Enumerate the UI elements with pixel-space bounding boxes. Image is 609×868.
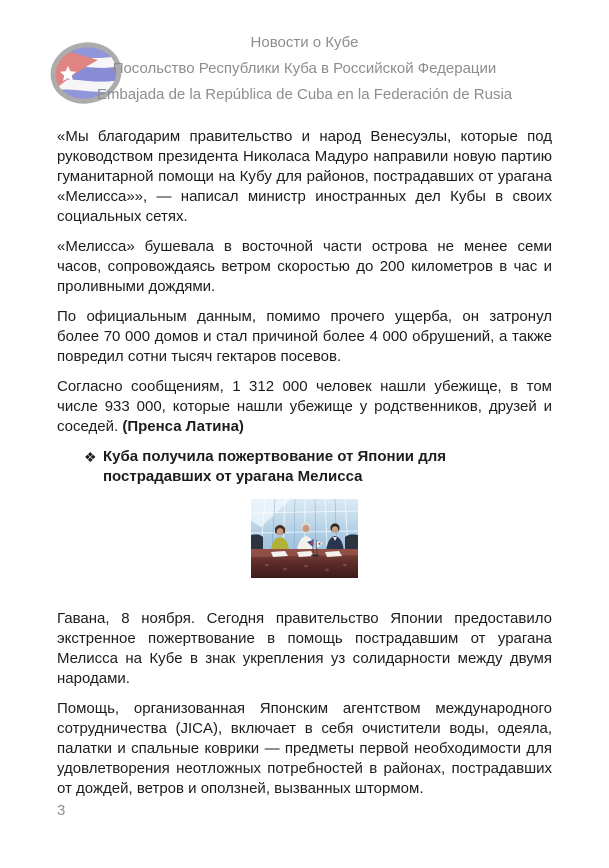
- embassy-name-ru: Посольство Республики Куба в Российской Федерации: [112, 60, 497, 77]
- heading-text: Куба получила пожертвование от Японии для пострадавших от урагана Мелисса: [103, 448, 447, 485]
- evacuations-text: Согласно сообщениям, 1 312 000 человек нашли убежище, в том числе 933 000, которые нашли убежище у родственников, друзей и соседей.: [57, 378, 552, 435]
- page-number: 3: [57, 802, 66, 819]
- paragraph-jica-aid: Помощь, организованная Японским агентством международного сотрудничества (JICA), включает в себя очистители воды, одеяла, палатки и спальные коврики — предметы первой необходимости для удовлетворения неотложных потребностей в районах, пострадавших от дождей, ветров и оползней, вызванных штормом.: [57, 700, 552, 797]
- source-prensa-latina: (Пренса Латина): [122, 418, 244, 435]
- photo-container: [57, 499, 552, 578]
- paragraph-melissa-winds: «Мелисса» бушевала в восточной части острова не менее семи часов, сопровождаясь ветром скоростью до 200 километров в час и проливными дождями.: [57, 238, 552, 295]
- embassy-name-es: Embajada de la República de Cuba en la Federación de Rusia: [96, 86, 513, 103]
- japan-cuba-donation-signing-photo: [251, 499, 358, 578]
- article-heading-japan-donation: [57, 447, 552, 487]
- paragraph-damage-figures: По официальным данным, помимо прочего ущерба, он затронул более 70 000 домов и стал причиной более 4 000 обрушений, а также повредил сотни тысяч гектаров посевов.: [57, 308, 552, 365]
- paragraph-venezuela-thanks: «Мы благодарим правительство и народ Венесуэлы, которые под руководством президента Николаса Мадуро направили новую партию гуманитарной помощи на Кубу для районов, пострадавших от урагана «Мелисса»», — написал министр иностранных дел Кубы в своих социальных сетях.: [57, 128, 552, 225]
- page-header: [0, 30, 609, 108]
- newsletter-title: Новости о Кубе: [250, 34, 359, 51]
- article-body: [57, 127, 552, 809]
- paragraph-evacuations: [57, 377, 552, 437]
- diamond-bullet-icon: ❖: [84, 449, 97, 465]
- paragraph-havana-dateline: Гавана, 8 ноября. Сегодня правительство Японии предоставило экстренное пожертвование в помощь пострадавшим от урагана Мелисса на Кубе в знак укрепления уз солидарности между двумя народами.: [57, 610, 552, 687]
